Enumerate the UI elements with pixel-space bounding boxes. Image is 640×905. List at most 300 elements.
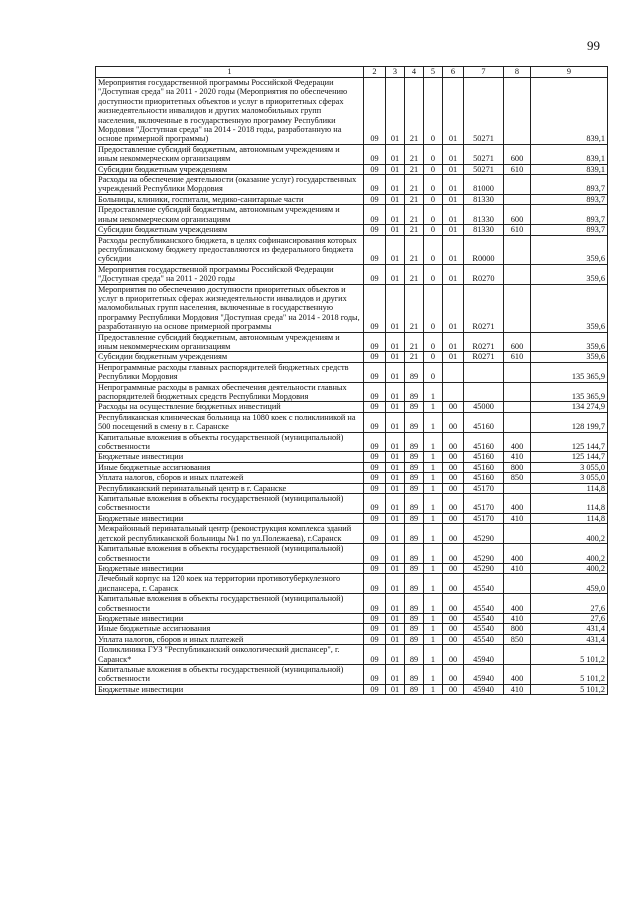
column-number: 2 — [364, 67, 386, 78]
program-code: 21 — [405, 164, 424, 174]
subsection-code: 01 — [386, 645, 405, 665]
expense-type-code — [504, 402, 531, 412]
amount: 135 365,9 — [531, 382, 608, 402]
section-code: 09 — [364, 352, 386, 362]
amount: 5 101,2 — [531, 645, 608, 665]
subsection-code: 01 — [386, 194, 405, 204]
subsection-code: 01 — [386, 613, 405, 623]
event-code: 01 — [443, 352, 464, 362]
table-row — [96, 513, 608, 523]
event-code: 01 — [443, 264, 464, 284]
item-name: Больницы, клиники, госпитали, медико-санитарные части — [96, 194, 364, 204]
program-code: 21 — [405, 78, 424, 145]
section-code: 09 — [364, 524, 386, 544]
event-code: 00 — [443, 483, 464, 493]
subsection-code: 01 — [386, 164, 405, 174]
subsection-code: 01 — [386, 624, 405, 634]
subprogram-code: 1 — [424, 494, 443, 514]
subsection-code: 01 — [386, 524, 405, 544]
item-name: Предоставление субсидий бюджетным, автономным учреждениям и иным некоммерческим организациям — [96, 205, 364, 225]
subsection-code: 01 — [386, 205, 405, 225]
subsection-code: 01 — [386, 462, 405, 472]
amount: 431,4 — [531, 634, 608, 644]
item-name: Лечебный корпус на 120 коек на территории противотуберкулезного диспансера, г. Саранск — [96, 574, 364, 594]
event-code: 00 — [443, 513, 464, 523]
program-code: 21 — [405, 205, 424, 225]
table-row — [96, 544, 608, 564]
program-code: 89 — [405, 483, 424, 493]
program-code: 21 — [405, 264, 424, 284]
section-code: 09 — [364, 594, 386, 614]
program-code: 89 — [405, 513, 424, 523]
table-row — [96, 78, 608, 145]
table-row — [96, 412, 608, 432]
event-code: 01 — [443, 225, 464, 235]
amount: 114,8 — [531, 513, 608, 523]
column-number: 9 — [531, 67, 608, 78]
table-row — [96, 402, 608, 412]
item-name: Иные бюджетные ассигнования — [96, 624, 364, 634]
expense-type-code: 410 — [504, 452, 531, 462]
subprogram-code: 0 — [424, 175, 443, 195]
section-code: 09 — [364, 563, 386, 573]
subprogram-code: 0 — [424, 362, 443, 382]
table-row — [96, 225, 608, 235]
expense-type-code — [504, 284, 531, 332]
amount: 125 144,7 — [531, 432, 608, 452]
item-name: Предоставление субсидий бюджетным, автономным учреждениям и иным некоммерческим организациям — [96, 144, 364, 164]
item-name: Иные бюджетные ассигнования — [96, 462, 364, 472]
amount: 893,7 — [531, 225, 608, 235]
item-name: Субсидии бюджетным учреждениям — [96, 164, 364, 174]
program-code: 89 — [405, 594, 424, 614]
subsection-code: 01 — [386, 284, 405, 332]
item-name: Субсидии бюджетным учреждениям — [96, 352, 364, 362]
subprogram-code: 0 — [424, 235, 443, 264]
item-name: Межрайонный перинатальный центр (реконструкция комплекса зданий детской республиканской больницы №1 по ул.Полежаева), г.Саранск — [96, 524, 364, 544]
event-code: 00 — [443, 473, 464, 483]
subprogram-code: 1 — [424, 432, 443, 452]
item-name: Бюджетные инвестиции — [96, 513, 364, 523]
table-row — [96, 664, 608, 684]
program-code: 89 — [405, 634, 424, 644]
subprogram-code: 1 — [424, 613, 443, 623]
section-code: 09 — [364, 432, 386, 452]
direction-code: 81330 — [464, 205, 504, 225]
program-code: 89 — [405, 524, 424, 544]
expense-type-code: 400 — [504, 664, 531, 684]
program-code: 89 — [405, 544, 424, 564]
section-code: 09 — [364, 624, 386, 634]
section-code: 09 — [364, 412, 386, 432]
expense-type-code: 400 — [504, 494, 531, 514]
subprogram-code: 1 — [424, 402, 443, 412]
subprogram-code: 0 — [424, 284, 443, 332]
event-code: 00 — [443, 574, 464, 594]
table-row — [96, 624, 608, 634]
event-code: 00 — [443, 412, 464, 432]
budget-table — [95, 66, 608, 695]
expense-type-code: 600 — [504, 332, 531, 352]
subsection-code: 01 — [386, 332, 405, 352]
expense-type-code — [504, 645, 531, 665]
event-code: 00 — [443, 684, 464, 694]
table-row — [96, 235, 608, 264]
section-code: 09 — [364, 452, 386, 462]
event-code: 00 — [443, 594, 464, 614]
table-row — [96, 382, 608, 402]
direction-code: 45170 — [464, 513, 504, 523]
subprogram-code: 0 — [424, 194, 443, 204]
expense-type-code: 600 — [504, 144, 531, 164]
event-code: 01 — [443, 235, 464, 264]
item-name: Субсидии бюджетным учреждениям — [96, 225, 364, 235]
program-code: 21 — [405, 284, 424, 332]
item-name: Республиканский перинатальный центр в г. Саранске — [96, 483, 364, 493]
column-number: 3 — [386, 67, 405, 78]
subsection-code: 01 — [386, 78, 405, 145]
item-name: Уплата налогов, сборов и иных платежей — [96, 634, 364, 644]
direction-code: 45940 — [464, 645, 504, 665]
subsection-code: 01 — [386, 264, 405, 284]
section-code: 09 — [364, 194, 386, 204]
direction-code: 45170 — [464, 494, 504, 514]
amount: 459,0 — [531, 574, 608, 594]
direction-code: 45160 — [464, 473, 504, 483]
amount: 893,7 — [531, 205, 608, 225]
section-code: 09 — [364, 78, 386, 145]
program-code: 89 — [405, 563, 424, 573]
direction-code: R0000 — [464, 235, 504, 264]
subprogram-code: 0 — [424, 164, 443, 174]
direction-code: 45940 — [464, 684, 504, 694]
subprogram-code: 1 — [424, 462, 443, 472]
direction-code: 50271 — [464, 144, 504, 164]
program-code: 21 — [405, 332, 424, 352]
section-code: 09 — [364, 235, 386, 264]
expense-type-code: 850 — [504, 473, 531, 483]
expense-type-code: 410 — [504, 613, 531, 623]
table-row — [96, 284, 608, 332]
direction-code: 45940 — [464, 664, 504, 684]
table-row — [96, 352, 608, 362]
expense-type-code — [504, 78, 531, 145]
subprogram-code: 0 — [424, 144, 443, 164]
direction-code: 45290 — [464, 524, 504, 544]
amount: 359,6 — [531, 332, 608, 352]
subprogram-code: 1 — [424, 634, 443, 644]
item-name: Непрограммные расходы в рамках обеспечения деятельности главных распорядителей бюджетных средств Республики Мордовия — [96, 382, 364, 402]
expense-type-code: 410 — [504, 513, 531, 523]
expense-type-code: 410 — [504, 684, 531, 694]
subsection-code: 01 — [386, 225, 405, 235]
expense-type-code — [504, 412, 531, 432]
table-row — [96, 634, 608, 644]
direction-code: 45540 — [464, 594, 504, 614]
subsection-code: 01 — [386, 494, 405, 514]
expense-type-code: 400 — [504, 544, 531, 564]
item-name: Бюджетные инвестиции — [96, 613, 364, 623]
program-code: 89 — [405, 432, 424, 452]
section-code: 09 — [364, 362, 386, 382]
event-code: 01 — [443, 205, 464, 225]
direction-code: 45000 — [464, 402, 504, 412]
item-name: Мероприятия по обеспечению доступности приоритетных объектов и услуг в приоритетных сферах жизнедеятельности инвалидов и других маломобильных групп населения, включенные в государственную программу Республики Мордовия "Доступная среда" на 2014 - 2018 годы, разработанную на основе примерной программы — [96, 284, 364, 332]
program-code: 89 — [405, 684, 424, 694]
expense-type-code — [504, 235, 531, 264]
event-code: 00 — [443, 494, 464, 514]
program-code: 21 — [405, 175, 424, 195]
subprogram-code: 1 — [424, 473, 443, 483]
program-code: 89 — [405, 362, 424, 382]
subsection-code: 01 — [386, 664, 405, 684]
expense-type-code: 610 — [504, 225, 531, 235]
amount: 400,2 — [531, 524, 608, 544]
amount: 3 055,0 — [531, 462, 608, 472]
subsection-code: 01 — [386, 513, 405, 523]
subprogram-code: 1 — [424, 645, 443, 665]
item-name: Непрограммные расходы главных распорядителей бюджетных средств Республики Мордовия — [96, 362, 364, 382]
subprogram-code: 1 — [424, 574, 443, 594]
subsection-code: 01 — [386, 544, 405, 564]
subprogram-code: 1 — [424, 513, 443, 523]
amount: 135 365,9 — [531, 362, 608, 382]
subsection-code: 01 — [386, 684, 405, 694]
subsection-code: 01 — [386, 634, 405, 644]
item-name: Капитальные вложения в объекты государственной (муниципальной) собственности — [96, 594, 364, 614]
item-name: Капитальные вложения в объекты государственной (муниципальной) собственности — [96, 494, 364, 514]
event-code: 00 — [443, 544, 464, 564]
page-number: 99 — [587, 38, 600, 53]
direction-code: 45170 — [464, 483, 504, 493]
event-code: 00 — [443, 402, 464, 412]
event-code: 01 — [443, 332, 464, 352]
section-code: 09 — [364, 513, 386, 523]
expense-type-code: 410 — [504, 563, 531, 573]
amount: 128 199,7 — [531, 412, 608, 432]
section-code: 09 — [364, 382, 386, 402]
event-code: 01 — [443, 284, 464, 332]
direction-code — [464, 362, 504, 382]
section-code: 09 — [364, 402, 386, 412]
table-row — [96, 332, 608, 352]
section-code: 09 — [364, 144, 386, 164]
table-row — [96, 432, 608, 452]
event-code: 00 — [443, 563, 464, 573]
table-row — [96, 264, 608, 284]
direction-code: 50271 — [464, 78, 504, 145]
item-name: Мероприятия государственной программы Российской Федерации "Доступная среда" на 2011 - 2020 годы (Мероприятия по обеспечению доступности приоритетных объектов и услуг в приоритетных сферах жизнедеятельности инвалидов и других маломобильных групп населения, включенные в государственную программу Республики Мордовия "Доступная среда" на 2014 - 2018 годы, разработанную на основе примерной программы) — [96, 78, 364, 145]
program-code: 89 — [405, 645, 424, 665]
direction-code: 45540 — [464, 624, 504, 634]
table-row — [96, 205, 608, 225]
item-name: Бюджетные инвестиции — [96, 684, 364, 694]
amount: 114,8 — [531, 494, 608, 514]
event-code: 00 — [443, 645, 464, 665]
amount: 125 144,7 — [531, 452, 608, 462]
event-code: 01 — [443, 175, 464, 195]
item-name: Поликлиника ГУЗ "Республиканский онкологический диспансер", г. Саранск* — [96, 645, 364, 665]
subsection-code: 01 — [386, 452, 405, 462]
item-name: Расходы на обеспечение деятельности (оказание услуг) государственных учреждений Республики Мордовия — [96, 175, 364, 195]
program-code: 21 — [405, 194, 424, 204]
column-number: 5 — [424, 67, 443, 78]
subsection-code: 01 — [386, 382, 405, 402]
expense-type-code — [504, 264, 531, 284]
subprogram-code: 1 — [424, 624, 443, 634]
amount: 839,1 — [531, 164, 608, 174]
event-code: 00 — [443, 624, 464, 634]
table-row — [96, 613, 608, 623]
item-name: Республиканская клиническая больница на 1080 коек с поликлиникой на 500 посещений в смену в г. Саранске — [96, 412, 364, 432]
table-row — [96, 194, 608, 204]
direction-code — [464, 382, 504, 402]
subprogram-code: 1 — [424, 382, 443, 402]
program-code: 21 — [405, 225, 424, 235]
subprogram-code: 1 — [424, 594, 443, 614]
section-code: 09 — [364, 494, 386, 514]
subprogram-code: 1 — [424, 544, 443, 564]
table-row — [96, 175, 608, 195]
program-code: 89 — [405, 452, 424, 462]
table-row — [96, 645, 608, 665]
table-row — [96, 524, 608, 544]
subprogram-code: 0 — [424, 78, 443, 145]
subsection-code: 01 — [386, 473, 405, 483]
program-code: 21 — [405, 352, 424, 362]
expense-type-code: 400 — [504, 594, 531, 614]
table-row — [96, 452, 608, 462]
subsection-code: 01 — [386, 362, 405, 382]
column-number: 6 — [443, 67, 464, 78]
event-code — [443, 382, 464, 402]
direction-code: 81330 — [464, 225, 504, 235]
item-name: Расходы республиканского бюджета, в целях софинансирования которых республиканскому бюджету предоставляются из федерального бюджета субсидии — [96, 235, 364, 264]
subsection-code: 01 — [386, 594, 405, 614]
subsection-code: 01 — [386, 175, 405, 195]
section-code: 09 — [364, 175, 386, 195]
direction-code: 81330 — [464, 194, 504, 204]
direction-code: 81000 — [464, 175, 504, 195]
item-name: Расходы на осуществление бюджетных инвестиций — [96, 402, 364, 412]
amount: 27,6 — [531, 613, 608, 623]
amount: 359,6 — [531, 352, 608, 362]
event-code: 01 — [443, 194, 464, 204]
subsection-code: 01 — [386, 574, 405, 594]
subprogram-code: 0 — [424, 225, 443, 235]
amount: 431,4 — [531, 624, 608, 634]
direction-code: 45160 — [464, 412, 504, 432]
amount: 359,6 — [531, 264, 608, 284]
direction-code: R0271 — [464, 332, 504, 352]
expense-type-code — [504, 382, 531, 402]
item-name: Капитальные вложения в объекты государственной (муниципальной) собственности — [96, 432, 364, 452]
direction-code: 45540 — [464, 574, 504, 594]
item-name: Мероприятия государственной программы Российской Федерации "Доступная среда" на 2011 - 2020 годы — [96, 264, 364, 284]
section-code: 09 — [364, 205, 386, 225]
section-code: 09 — [364, 613, 386, 623]
event-code: 00 — [443, 664, 464, 684]
subsection-code: 01 — [386, 563, 405, 573]
program-code: 89 — [405, 624, 424, 634]
table-row — [96, 473, 608, 483]
direction-code: 45160 — [464, 432, 504, 452]
program-code: 89 — [405, 574, 424, 594]
event-code: 00 — [443, 432, 464, 452]
direction-code: 45540 — [464, 613, 504, 623]
section-code: 09 — [364, 164, 386, 174]
amount: 27,6 — [531, 594, 608, 614]
section-code: 09 — [364, 462, 386, 472]
amount: 5 101,2 — [531, 684, 608, 694]
item-name: Предоставление субсидий бюджетным, автономным учреждениям и иным некоммерческим организациям — [96, 332, 364, 352]
direction-code: 50271 — [464, 164, 504, 174]
expense-type-code — [504, 175, 531, 195]
subsection-code: 01 — [386, 352, 405, 362]
event-code: 01 — [443, 78, 464, 145]
program-code: 89 — [405, 382, 424, 402]
event-code: 00 — [443, 634, 464, 644]
event-code: 00 — [443, 462, 464, 472]
item-name: Бюджетные инвестиции — [96, 563, 364, 573]
table-row — [96, 164, 608, 174]
subprogram-code: 1 — [424, 452, 443, 462]
amount: 359,6 — [531, 235, 608, 264]
table-row — [96, 144, 608, 164]
amount: 134 274,9 — [531, 402, 608, 412]
amount: 400,2 — [531, 544, 608, 564]
section-code: 09 — [364, 332, 386, 352]
program-code: 89 — [405, 664, 424, 684]
item-name: Уплата налогов, сборов и иных платежей — [96, 473, 364, 483]
column-number: 4 — [405, 67, 424, 78]
subprogram-code: 1 — [424, 684, 443, 694]
subsection-code: 01 — [386, 432, 405, 452]
subprogram-code: 0 — [424, 332, 443, 352]
amount: 893,7 — [531, 175, 608, 195]
direction-code: R0270 — [464, 264, 504, 284]
direction-code: 45290 — [464, 544, 504, 564]
subprogram-code: 1 — [424, 412, 443, 432]
subsection-code: 01 — [386, 402, 405, 412]
event-code: 01 — [443, 144, 464, 164]
event-code — [443, 362, 464, 382]
direction-code: 45160 — [464, 452, 504, 462]
expense-type-code: 400 — [504, 432, 531, 452]
program-code: 89 — [405, 402, 424, 412]
section-code: 09 — [364, 645, 386, 665]
subsection-code: 01 — [386, 144, 405, 164]
column-number-row — [96, 67, 608, 78]
table-row — [96, 494, 608, 514]
direction-code: R0271 — [464, 284, 504, 332]
table-row — [96, 563, 608, 573]
expense-type-code — [504, 574, 531, 594]
subprogram-code: 1 — [424, 563, 443, 573]
expense-type-code: 610 — [504, 352, 531, 362]
program-code: 89 — [405, 613, 424, 623]
expense-type-code — [504, 483, 531, 493]
program-code: 89 — [405, 494, 424, 514]
expense-type-code — [504, 194, 531, 204]
subprogram-code: 0 — [424, 205, 443, 225]
section-code: 09 — [364, 225, 386, 235]
amount: 359,6 — [531, 284, 608, 332]
expense-type-code: 610 — [504, 164, 531, 174]
expense-type-code: 600 — [504, 205, 531, 225]
amount: 3 055,0 — [531, 473, 608, 483]
item-name: Бюджетные инвестиции — [96, 452, 364, 462]
